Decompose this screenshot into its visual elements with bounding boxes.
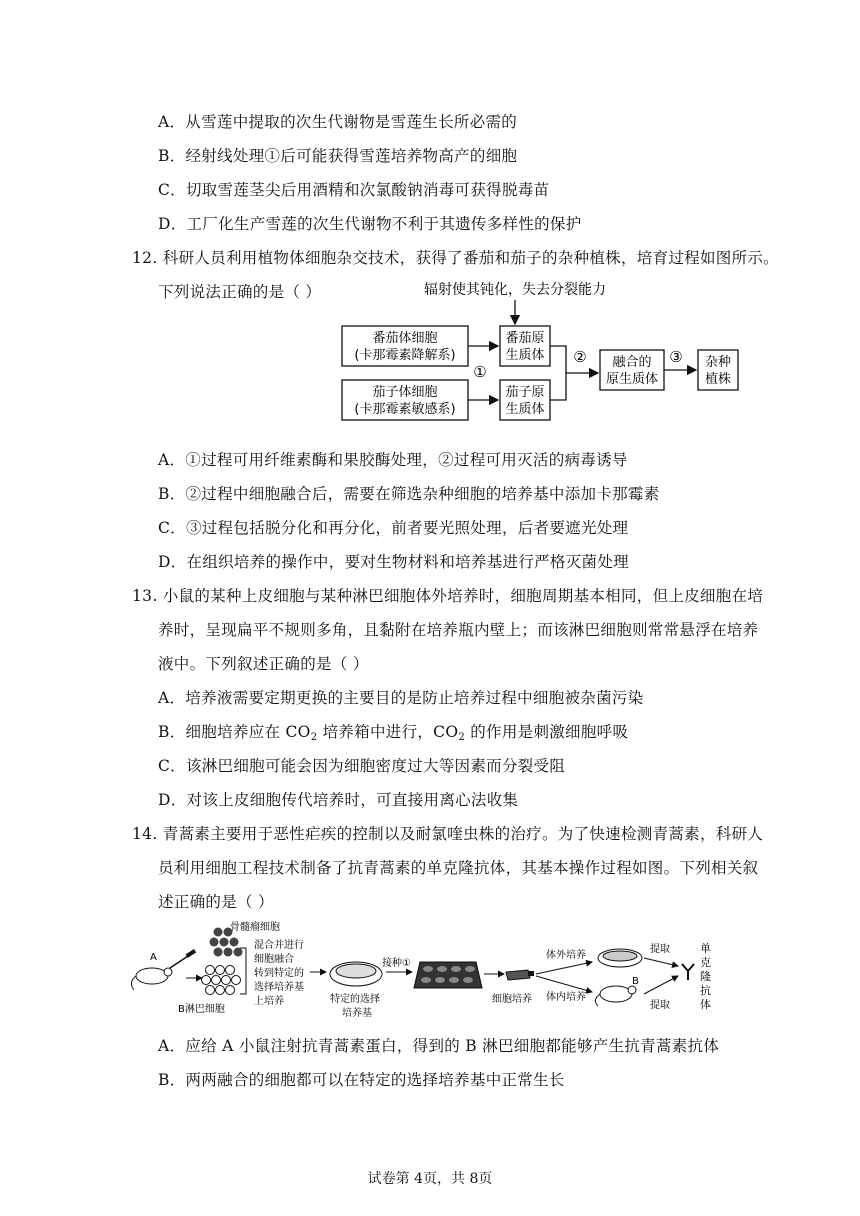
tomato-protoplast-sublabel: 生质体 xyxy=(505,348,545,363)
mouse-a-icon xyxy=(131,949,196,990)
q11-option-a: A．从雪莲中提取的次生代谢物是雪莲生长所必需的 xyxy=(158,113,518,131)
fig12-top-label: 辐射使其钝化，失去分裂能力 xyxy=(424,282,606,298)
q14-figure xyxy=(130,918,730,1026)
q13-stem: 13. 小鼠的某种上皮细胞与某种淋巴细胞体外培养时，细胞周期基本相同，但上皮细胞在培 xyxy=(132,587,764,605)
q12-figure xyxy=(330,278,750,423)
mix-text-3: 转到特定的 xyxy=(254,968,304,979)
cell-culture-label: 细胞培养 xyxy=(492,994,532,1005)
eggplant-cell-label: 茄子体细胞 xyxy=(372,385,438,400)
q11-option-c: C．切取雪莲茎尖后用酒精和次氯酸钠消毒可获得脱毒苗 xyxy=(158,181,550,199)
culture-dish-icon xyxy=(598,949,642,967)
b-cells-icon xyxy=(202,966,241,995)
fused-protoplast-sublabel: 原生质体 xyxy=(605,372,659,387)
culture-flask-icon xyxy=(506,970,534,980)
q12-option-a: A．①过程可用纤维素酶和果胶酶处理，②过程可用灭活的病毒诱导 xyxy=(158,451,628,469)
tomato-protoplast-label: 番茄原 xyxy=(505,331,545,346)
extract-label-1: 提取 xyxy=(650,944,670,955)
myeloma-label: 骨髓瘤细胞 xyxy=(230,922,280,933)
q14-stem: 14. 青蒿素主要用于恶性疟疾的控制以及耐氯喹虫株的治疗。为了快速检测青蒿素，科研人 xyxy=(132,825,764,843)
q14-stem-cont2: 述正确的是（ ） xyxy=(158,893,274,911)
step-3-label: ③ xyxy=(669,348,683,366)
q12-option-c: C．③过程包括脱分化和再分化，前者要光照处理，后者要遮光处理 xyxy=(158,519,629,537)
q11-option-d: D．工厂化生产雪莲的次生代谢物不利于其遗传多样性的保护 xyxy=(158,215,582,233)
q13-stem-cont2: 液中。下列叙述正确的是（ ） xyxy=(158,655,369,673)
q13-stem-cont1: 养时，呈现扁平不规则多角，且黏附在培养瓶内壁上；而该淋巴细胞则常常悬浮在培养 xyxy=(158,621,759,639)
q13-option-a: A．培养液需要定期更换的主要目的是防止培养过程中细胞被杂菌污染 xyxy=(158,689,644,707)
fused-protoplast-label: 融合的 xyxy=(612,355,652,370)
q11-option-b: B．经射线处理①后可能获得雪莲培养物高产的细胞 xyxy=(158,147,518,165)
q14-option-a: A．应给 A 小鼠注射抗青蒿素蛋白，得到的 B 淋巴细胞都能够产生抗青蒿素抗体 xyxy=(158,1037,720,1055)
mix-text-1: 混合并进行 xyxy=(254,940,304,951)
petri-dish-icon xyxy=(330,962,382,986)
mab-char-1: 单 xyxy=(700,942,711,955)
hybrid-plant-label: 杂种 xyxy=(704,355,732,370)
eggplant-cell-sublabel: (卡那霉素敏感系) xyxy=(354,402,456,417)
eggplant-protoplast-label: 茄子原 xyxy=(505,385,545,400)
in-vivo-label: 体内培养 xyxy=(546,992,586,1003)
q13-option-c: C．该淋巴细胞可能会因为细胞密度过大等因素而分裂受阻 xyxy=(158,757,566,775)
in-vitro-label: 体外培养 xyxy=(546,950,586,961)
q14-option-b: B．两两融合的细胞都可以在特定的选择培养基中正常生长 xyxy=(158,1071,565,1089)
q12-stem: 12. 科研人员利用植物体细胞杂交技术，获得了番茄和茄子的杂种植株，培育过程如图所示。 xyxy=(132,249,779,267)
tomato-cell-label: 番茄体细胞 xyxy=(372,331,438,346)
q12-option-d: D．在组织培养的操作中，要对生物材料和培养基进行严格灭菌处理 xyxy=(158,553,629,571)
eggplant-protoplast-sublabel: 生质体 xyxy=(505,402,545,417)
q13-option-d: D．对该上皮细胞传代培养时，可直接用离心法收集 xyxy=(158,791,519,809)
page-footer: 试卷第 4页，共 8页 xyxy=(367,1171,493,1187)
select-medium-label-2: 培养基 xyxy=(342,1008,372,1019)
tomato-cell-sublabel: (卡那霉素降解系) xyxy=(354,348,456,363)
culture-plate-icon xyxy=(414,962,482,988)
mouse-a-label: A xyxy=(150,952,157,963)
mix-text-4: 选择培养基 xyxy=(254,982,304,993)
step-2-label: ② xyxy=(573,348,587,366)
mix-text-2: 细胞融合 xyxy=(254,954,294,965)
mab-char-3: 隆 xyxy=(700,970,711,983)
q13-option-b: B．细胞培养应在 $CO_2$ 培养箱中进行，$CO_2$ 的作用是刺激细胞呼吸 xyxy=(158,723,629,743)
mab-char-2: 克 xyxy=(700,956,711,969)
hybrid-plant-sublabel: 植株 xyxy=(704,372,732,387)
b-cells-label: B淋巴细胞 xyxy=(178,1004,225,1015)
mix-text-5: 上培养 xyxy=(254,996,284,1007)
q12-option-b: B．②过程中细胞融合后，需要在筛选杂种细胞的培养基中添加卡那霉素 xyxy=(158,485,660,503)
mab-char-5: 体 xyxy=(700,998,711,1011)
q14-stem-cont1: 员利用细胞工程技术制备了抗青蒿素的单克隆抗体，其基本操作过程如图。下列相关叙 xyxy=(158,859,759,877)
mouse-b-icon xyxy=(595,986,636,1006)
inoculate-label: 接种① xyxy=(382,958,411,969)
q12-stem-cont: 下列说法正确的是（ ） xyxy=(158,283,322,301)
step-1-label: ① xyxy=(473,363,487,381)
antibody-icon xyxy=(682,964,694,980)
mouse-b-label: B xyxy=(632,976,639,987)
mab-char-4: 抗 xyxy=(700,984,711,997)
select-medium-label-1: 特定的选择 xyxy=(330,994,380,1005)
extract-label-2: 提取 xyxy=(650,1000,670,1011)
